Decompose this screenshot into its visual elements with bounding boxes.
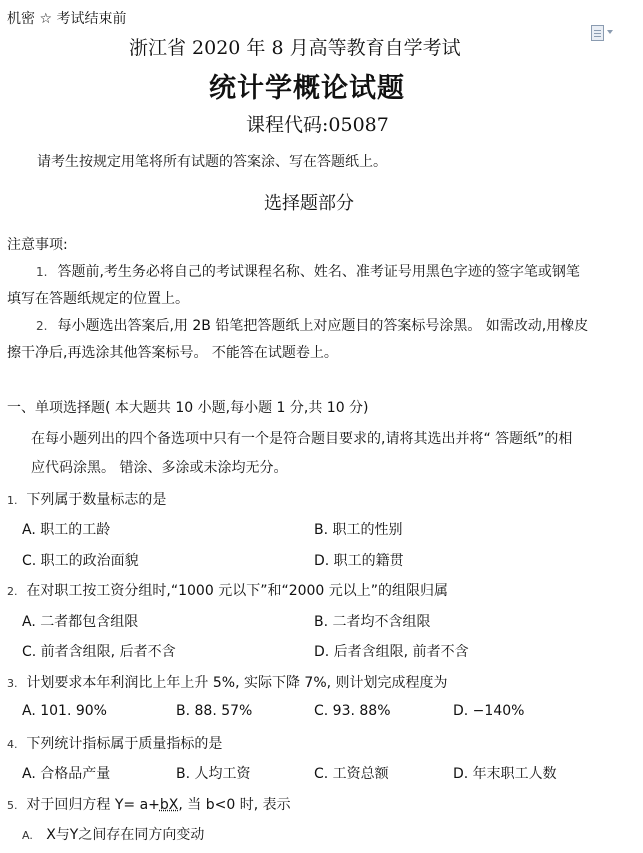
part1-heading: 一、单项选择题( 本大题共 10 小题,每小题 1 分,共 10 分)	[7, 400, 369, 416]
option-text: X与Y之间存在同方向变动	[46, 827, 205, 843]
question-5	[7, 794, 291, 814]
option-letter: A.	[22, 829, 33, 842]
note-item-1	[36, 261, 580, 281]
exam-subtitle: 浙江省 2020 年 8 月高等教育自学考试	[129, 37, 461, 59]
note-text: 每小题选出答案后,用 2B 铅笔把答题纸上对应题目的答案标号涂黑。 如需改动,用橡皮	[57, 318, 589, 334]
question-1	[7, 489, 166, 509]
question-number: 4.	[7, 738, 18, 751]
question-stem-bx: bX	[159, 797, 179, 813]
note-number: 1.	[36, 265, 48, 279]
q2-option-d: D. 后者含组限, 前者不含	[314, 644, 469, 660]
question-number: 2.	[7, 585, 18, 598]
question-stem: 计划要求本年利润比上年上升 5%, 实际下降 7%, 则计划完成程度为	[26, 675, 448, 691]
general-instruction: 请考生按规定用笔将所有试题的答案涂、写在答题纸上。	[37, 154, 387, 170]
document-menu-icon[interactable]	[591, 25, 613, 43]
question-stem: 在对职工按工资分组时,“1000 元以下”和“2000 元以上”的组限归属	[26, 583, 449, 599]
note-item-2	[36, 315, 588, 335]
section-title: 选择题部分	[264, 193, 354, 214]
question-3	[7, 672, 448, 692]
q4-option-a: A. 合格品产量	[22, 766, 111, 782]
note-item-1-cont: 填写在答题纸规定的位置上。	[7, 291, 189, 307]
q2-option-b: B. 二者均不含组限	[314, 614, 431, 630]
q1-option-d: D. 职工的籍贯	[314, 553, 404, 569]
question-2	[7, 580, 448, 600]
q2-option-a: A. 二者都包含组限	[22, 614, 139, 630]
q1-option-a: A. 职工的工龄	[22, 522, 111, 538]
q4-option-c: C. 工资总额	[314, 766, 389, 782]
part1-desc-line2: 应代码涂黑。 错涂、多涂或未涂均无分。	[31, 460, 288, 476]
note-item-2-cont: 擦干净后,再选涂其他答案标号。 不能答在试题卷上。	[7, 345, 338, 361]
course-code: 课程代码:05087	[246, 114, 389, 136]
question-number: 1.	[7, 494, 18, 507]
question-stem-post: , 当 b<0 时, 表示	[178, 797, 291, 813]
q3-option-c: C. 93. 88%	[314, 703, 391, 719]
note-text: 答题前,考生务必将自己的考试课程名称、姓名、准考证号用黑色字迹的签字笔或钢笔	[57, 264, 580, 280]
q3-option-a: A. 101. 90%	[22, 703, 107, 719]
q4-option-b: B. 人均工资	[176, 766, 251, 782]
q1-option-b: B. 职工的性别	[314, 522, 403, 538]
q2-option-c: C. 前者含组限, 后者不含	[22, 644, 176, 660]
q5-option-a	[22, 824, 204, 844]
q4-option-d: D. 年末职工人数	[453, 766, 557, 782]
notes-heading: 注意事项:	[7, 237, 68, 253]
question-stem: 下列统计指标属于质量指标的是	[26, 736, 223, 752]
question-number: 5.	[7, 799, 18, 812]
q1-option-c: C. 职工的政治面貌	[22, 553, 139, 569]
question-stem-pre: 对于回归方程 Y= a+	[26, 797, 160, 813]
page-title: 统计学概论试题	[209, 73, 405, 104]
part1-desc-line1: 在每小题列出的四个备选项中只有一个是符合题目要求的,请将其选出并将“ 答题纸”的相	[31, 431, 573, 447]
note-number: 2.	[36, 319, 48, 333]
question-4	[7, 733, 222, 753]
q3-option-b: B. 88. 57%	[176, 703, 253, 719]
question-number: 3.	[7, 677, 18, 690]
question-stem: 下列属于数量标志的是	[26, 492, 167, 508]
confidential-label: 机密 ☆ 考试结束前	[7, 11, 127, 27]
q3-option-d: D. −140%	[453, 703, 525, 719]
